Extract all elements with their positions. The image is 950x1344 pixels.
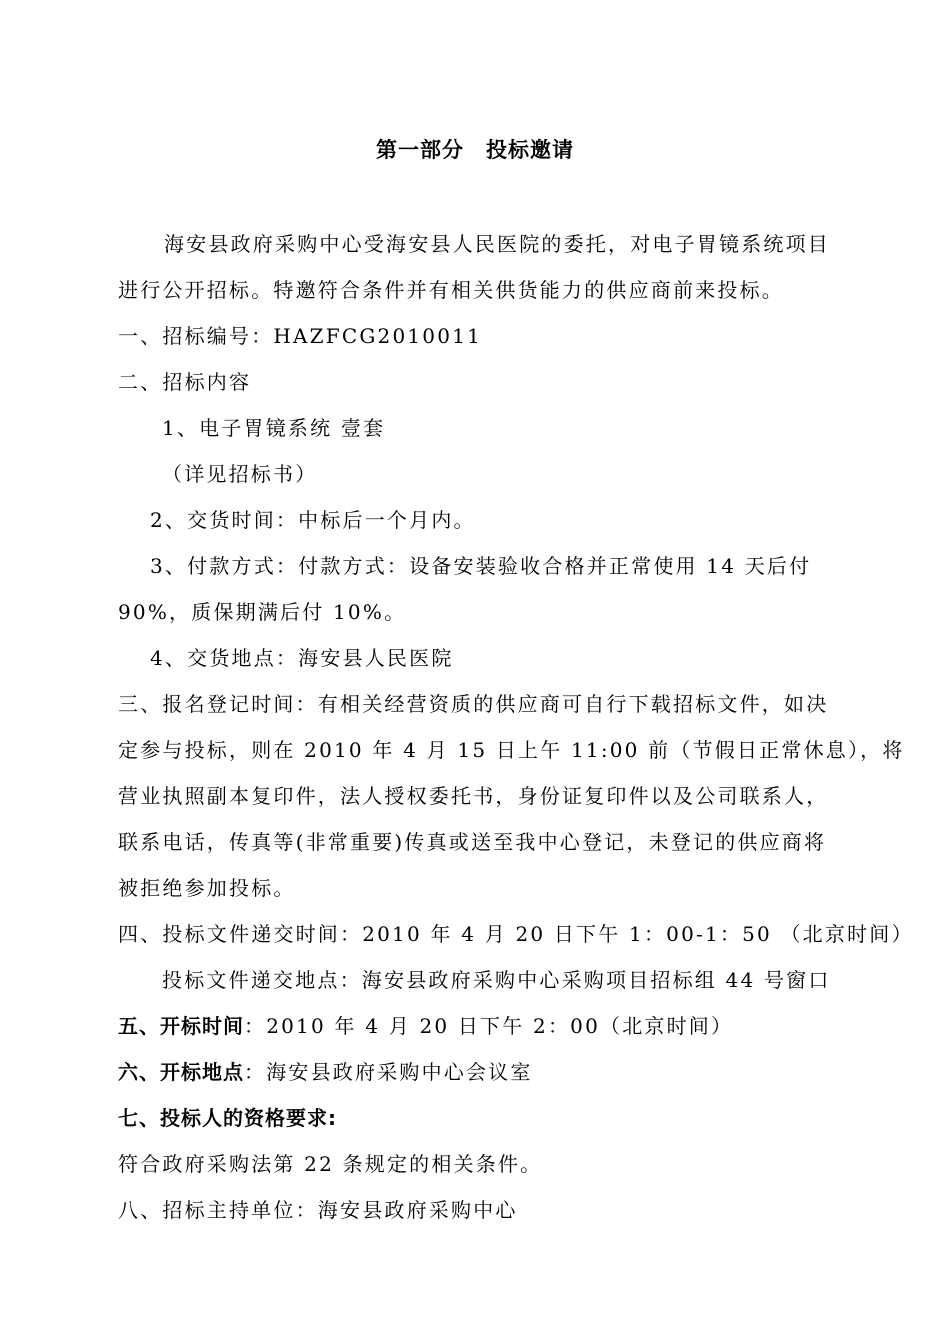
section-5-label: 五、开标时间 bbox=[118, 1014, 244, 1038]
section-7-heading bbox=[118, 1104, 337, 1132]
intro-line-1: 海安县政府采购中心受海安县人民医院的委托，对电子胃镜系统项目 bbox=[164, 232, 830, 256]
section-2-item-1-note: （详见招标书） bbox=[162, 462, 318, 486]
section-3-line-4: 联系电话，传真等(非常重要)传真或送至我中心登记，未登记的供应商将 bbox=[118, 830, 827, 854]
section-4-line-1: 四、投标文件递交时间：2010 年 4 月 20 日下午 1：00-1：50 （北京时间） bbox=[118, 922, 914, 946]
section-3-line-3: 营业执照副本复印件，法人授权委托书，身份证复印件以及公司联系人， bbox=[118, 784, 829, 808]
section-1-bid-number: 一、招标编号：HAZFCG2010011 bbox=[118, 324, 483, 348]
section-4-line-2: 投标文件递交地点：海安县政府采购中心采购项目招标组 44 号窗口 bbox=[162, 968, 831, 992]
section-6-value: ：海安县政府采购中心会议室 bbox=[244, 1060, 533, 1084]
section-5-opening-time bbox=[118, 1012, 733, 1040]
section-6-opening-place bbox=[118, 1058, 533, 1086]
section-3-line-5: 被拒绝参加投标。 bbox=[118, 876, 296, 900]
section-2-item-1: 1、电子胃镜系统 壹套 bbox=[162, 416, 386, 440]
page-title bbox=[0, 135, 950, 165]
section-8-host-unit: 八、招标主持单位：海安县政府采购中心 bbox=[118, 1198, 518, 1222]
section-7-value: 符合政府采购法第 22 条规定的相关条件。 bbox=[118, 1152, 543, 1176]
title-name: 投标邀请 bbox=[486, 138, 574, 162]
section-3-line-2: 定参与投标，则在 2010 年 4 月 15 日上午 11:00 前（节假日正常休息），将 bbox=[118, 738, 905, 762]
section-6-label: 六、开标地点 bbox=[118, 1060, 244, 1084]
section-3-line-1: 三、报名登记时间：有相关经营资质的供应商可自行下载招标文件，如决 bbox=[118, 692, 829, 716]
section-7-label: 七、投标人的资格要求: bbox=[118, 1106, 337, 1130]
section-2-item-3-line-2: 90%，质保期满后付 10%。 bbox=[118, 600, 407, 624]
section-2-item-3-line-1: 3、付款方式：付款方式：设备安装验收合格并正常使用 14 天后付 bbox=[150, 554, 812, 578]
section-2-item-2: 2、交货时间：中标后一个月内。 bbox=[150, 508, 476, 532]
section-5-value: ：2010 年 4 月 20 日下午 2：00（北京时间） bbox=[244, 1014, 734, 1038]
section-2-item-4: 4、交货地点：海安县人民医院 bbox=[150, 646, 454, 670]
section-2-heading: 二、招标内容 bbox=[118, 370, 252, 394]
title-part: 第一部分 bbox=[376, 138, 464, 162]
intro-line-2: 进行公开招标。特邀符合条件并有相关供货能力的供应商前来投标。 bbox=[118, 278, 784, 302]
